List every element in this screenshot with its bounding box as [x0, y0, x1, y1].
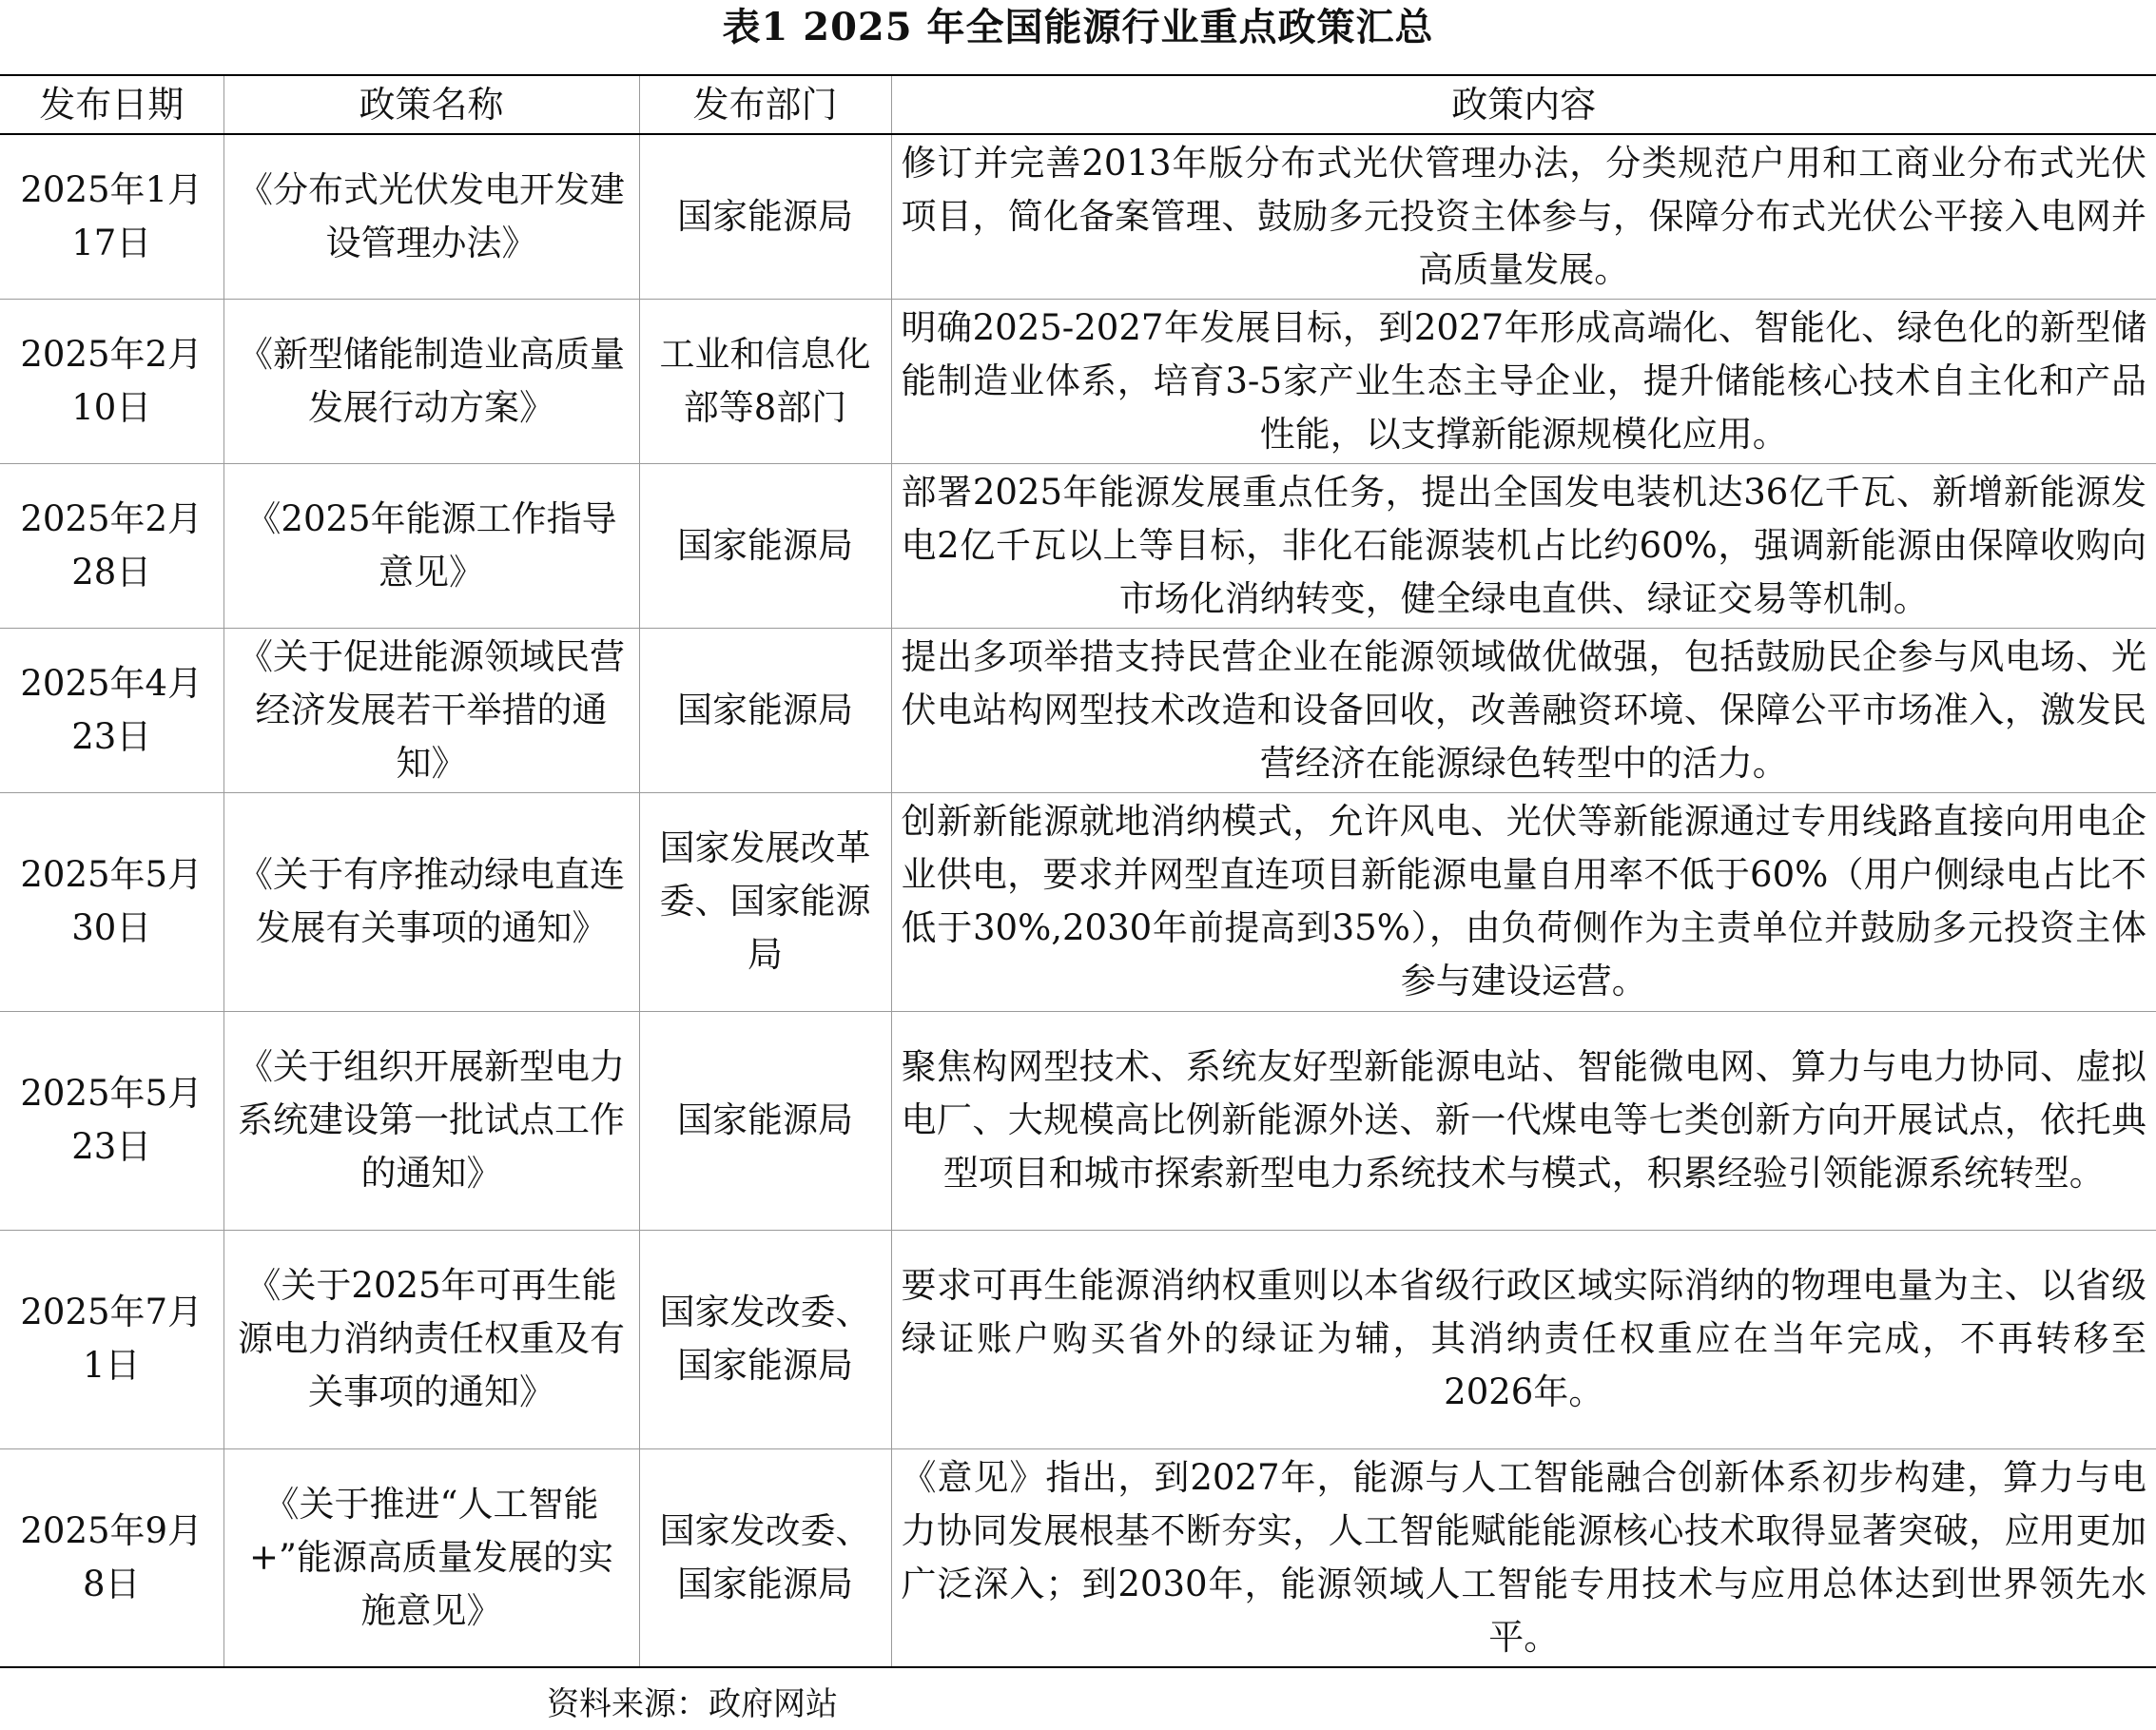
policy-name-cell: 《关于组织开展新型电力系统建设第一批试点工作的通知》	[223, 1011, 639, 1230]
header-content: 政策内容	[891, 75, 2156, 134]
date-cell: 2025年7月1日	[0, 1230, 223, 1448]
header-row	[0, 75, 2156, 134]
date-cell: 2025年4月23日	[0, 628, 223, 792]
content-cell: 提出多项举措支持民营企业在能源领域做优做强，包括鼓励民企参与风电场、光伏电站构网型技术改造和设备回收，改善融资环境、保障公平市场准入，激发民营经济在能源绿色转型中的活力。	[891, 628, 2156, 792]
department-cell: 国家能源局	[639, 463, 891, 628]
date-cell: 2025年2月28日	[0, 463, 223, 628]
source-note: 资料来源：政府网站	[547, 1685, 838, 1723]
content-cell: 创新新能源就地消纳模式，允许风电、光伏等新能源通过专用线路直接向用电企业供电，要求并网型直连项目新能源电量自用率不低于60%（用户侧绿电占比不低于30%,2030年前提高到35%），由负荷侧作为主责单位并鼓励多元投资主体参与建设运营。	[891, 792, 2156, 1011]
policy-name-cell: 《分布式光伏发电开发建设管理办法》	[223, 134, 639, 299]
content-cell: 明确2025-2027年发展目标，到2027年形成高端化、智能化、绿色化的新型储能制造业体系，培育3-5家产业生态主导企业，提升储能核心技术自主化和产品性能，以支撑新能源规模化应用。	[891, 299, 2156, 463]
table-row	[0, 1448, 2156, 1667]
content-cell: 《意见》指出，到2027年，能源与人工智能融合创新体系初步构建，算力与电力协同发展根基不断夯实，人工智能赋能能源核心技术取得显著突破，应用更加广泛深入；到2030年，能源领域人工智能专用技术与应用总体达到世界领先水平。	[891, 1448, 2156, 1667]
content-cell: 要求可再生能源消纳权重则以本省级行政区域实际消纳的物理电量为主、以省级绿证账户购买省外的绿证为辅，其消纳责任权重应在当年完成，不再转移至2026年。	[891, 1230, 2156, 1448]
content-cell: 修订并完善2013年版分布式光伏管理办法，分类规范户用和工商业分布式光伏项目，简化备案管理、鼓励多元投资主体参与，保障分布式光伏公平接入电网并高质量发展。	[891, 134, 2156, 299]
table-row	[0, 1011, 2156, 1230]
header-department: 发布部门	[639, 75, 891, 134]
policy-name-cell: 《关于2025年可再生能源电力消纳责任权重及有关事项的通知》	[223, 1230, 639, 1448]
policy-name-cell: 《关于有序推动绿电直连发展有关事项的通知》	[223, 792, 639, 1011]
department-cell: 国家能源局	[639, 134, 891, 299]
table-row	[0, 134, 2156, 299]
policy-table	[0, 74, 2156, 1668]
table-row	[0, 792, 2156, 1011]
date-cell: 2025年5月23日	[0, 1011, 223, 1230]
policy-name-cell: 《2025年能源工作指导意见》	[223, 463, 639, 628]
department-cell: 国家能源局	[639, 1011, 891, 1230]
department-cell: 国家发改委、国家能源局	[639, 1230, 891, 1448]
department-cell: 国家发改委、国家能源局	[639, 1448, 891, 1667]
header-policy-name: 政策名称	[223, 75, 639, 134]
table-row	[0, 299, 2156, 463]
date-cell: 2025年1月17日	[0, 134, 223, 299]
department-cell: 工业和信息化部等8部门	[639, 299, 891, 463]
policy-name-cell: 《关于推进“人工智能+”能源高质量发展的实施意见》	[223, 1448, 639, 1667]
department-cell: 国家能源局	[639, 628, 891, 792]
policy-name-cell: 《新型储能制造业高质量发展行动方案》	[223, 299, 639, 463]
content-cell: 部署2025年能源发展重点任务，提出全国发电装机达36亿千瓦、新增新能源发电2亿千瓦以上等目标，非化石能源装机占比约60%，强调新能源由保障收购向市场化消纳转变，健全绿电直供、绿证交易等机制。	[891, 463, 2156, 628]
table-row	[0, 1230, 2156, 1448]
content-cell: 聚焦构网型技术、系统友好型新能源电站、智能微电网、算力与电力协同、虚拟电厂、大规模高比例新能源外送、新一代煤电等七类创新方向开展试点，依托典型项目和城市探索新型电力系统技术与模式，积累经验引领能源系统转型。	[891, 1011, 2156, 1230]
date-cell: 2025年9月8日	[0, 1448, 223, 1667]
table-title: 表1 2025 年全国能源行业重点政策汇总	[722, 5, 1434, 49]
policy-name-cell: 《关于促进能源领域民营经济发展若干举措的通知》	[223, 628, 639, 792]
table-row	[0, 628, 2156, 792]
date-cell: 2025年2月10日	[0, 299, 223, 463]
date-cell: 2025年5月30日	[0, 792, 223, 1011]
header-date: 发布日期	[0, 75, 223, 134]
table-row	[0, 463, 2156, 628]
department-cell: 国家发展改革委、国家能源局	[639, 792, 891, 1011]
